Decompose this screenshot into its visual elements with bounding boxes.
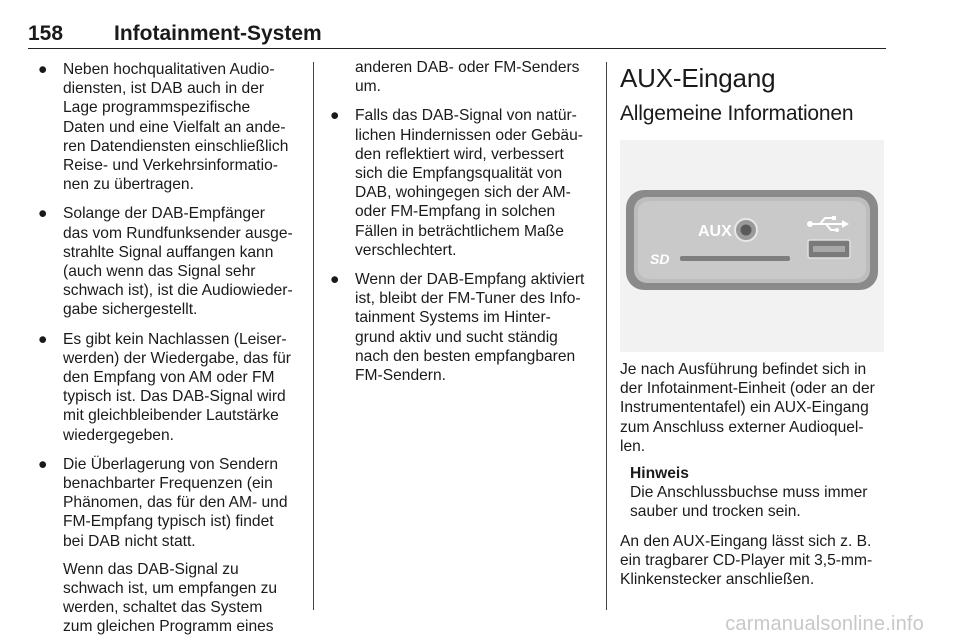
text-line: ein tragbarer CD-Player mit 3,5-mm- <box>620 551 873 569</box>
chapter-title: Infotainment-System <box>114 22 322 45</box>
list-item-text <box>63 204 300 319</box>
paragraph <box>620 532 888 590</box>
text-line: mit gleichbleibender Lautstärke <box>63 407 279 425</box>
text-line: Falls das DAB-Signal von natür- <box>355 107 577 125</box>
text-line: zum Anschluss externer Audioquel- <box>620 418 864 436</box>
text-line: nen zu übertragen. <box>63 176 194 194</box>
text-line: Die Überlagerung von Sendern <box>63 455 278 473</box>
text-line: oder FM-Empfang in solchen <box>355 203 556 221</box>
text-line: An den AUX-Eingang lässt sich z. B. <box>620 532 872 550</box>
text-line: gabe sichergestellt. <box>63 301 198 319</box>
text-line: strahlte Signal auffangen kann <box>63 243 274 261</box>
column-right <box>620 60 888 589</box>
text-line: der Infotainment-Einheit (oder an der <box>620 380 875 398</box>
text-line: sauber und trocken sein. <box>630 503 801 521</box>
text-line: Lage programmspezifische <box>63 99 251 117</box>
text-line: DAB, wohingegen sich der AM- <box>355 184 571 202</box>
text-line: anderen DAB- oder FM-Senders <box>355 59 580 76</box>
bullet-dot: ● <box>330 107 340 125</box>
text-line: Klinkenstecker anschließen. <box>620 571 815 589</box>
text-line: den reflektiert wird, verbessert <box>355 145 564 163</box>
list-item-text <box>355 106 594 260</box>
text-line: Fällen in beträchtlichem Maße <box>355 222 564 240</box>
text-line: Reise- und Verkehrsinformatio- <box>63 157 278 175</box>
usb-port <box>808 240 850 258</box>
text-line: Daten und eine Vielfalt an ande- <box>63 118 286 136</box>
column-middle <box>330 60 594 395</box>
column-left <box>38 60 300 637</box>
list-item <box>330 106 594 260</box>
list-item <box>38 330 300 445</box>
sd-label: SD <box>650 251 670 267</box>
text-line: schwach ist), ist die Audiowieder- <box>63 282 293 300</box>
bullet-dot: ● <box>38 61 48 78</box>
list-item-text <box>63 455 300 551</box>
text-line: zum gleichen Programm eines <box>63 618 274 636</box>
bullet-dot: ● <box>38 455 48 473</box>
text-line: bei DAB nicht statt. <box>63 532 196 550</box>
list-item-text <box>355 270 594 385</box>
text-line: verschlechtert. <box>355 241 457 259</box>
watermark: carmanualsonline.info <box>725 613 924 635</box>
text-line: Neben hochqualitativen Audio- <box>63 61 275 78</box>
list-item <box>330 270 594 385</box>
text-line: Die Anschlussbuchse muss immer <box>630 484 868 502</box>
column-divider <box>606 62 607 610</box>
text-line: Wenn das DAB-Signal zu <box>63 560 239 578</box>
bullet-dot: ● <box>330 271 340 289</box>
text-line: werden, schaltet das System <box>63 599 263 617</box>
text-line: tainment Systems im Hinter- <box>355 309 551 327</box>
aux-panel-illustration <box>620 140 884 352</box>
text-line: ren Datendiensten einschließlich <box>63 137 289 155</box>
list-item-text <box>63 60 300 194</box>
text-line: Es gibt kein Nachlassen (Leiser- <box>63 330 287 348</box>
column-divider <box>313 62 314 610</box>
text-line: werden) der Wiedergabe, das für <box>63 349 291 367</box>
list-item <box>38 455 300 551</box>
aux-label: AUX <box>698 223 732 240</box>
text-line: FM-Empfang typisch ist) findet <box>63 513 274 531</box>
text-line: ist, bleibt der FM-Tuner des Info- <box>355 290 581 308</box>
text-line: len. <box>620 437 646 455</box>
followup-paragraph <box>38 560 300 637</box>
list-item <box>38 60 300 194</box>
text-line: Je nach Ausführung befindet sich in <box>620 361 867 378</box>
section-title: AUX-Eingang <box>620 63 776 93</box>
text-line: Solange der DAB-Empfänger <box>63 205 265 223</box>
sd-card-slot <box>680 256 790 261</box>
subsection-title: Allgemeine Informationen <box>620 102 854 125</box>
note-box <box>620 464 888 522</box>
list-item-text <box>63 330 300 445</box>
text-line: Instrumententafel) ein AUX-Eingang <box>620 399 869 417</box>
list-item <box>38 204 300 319</box>
text-line: lichen Hindernissen oder Gebäu- <box>355 126 583 144</box>
text-line: diensten, ist DAB auch in der <box>63 80 265 98</box>
text-line: das vom Rundfunksender ausge- <box>63 224 293 242</box>
text-line: Wenn der DAB-Empfang aktiviert <box>355 271 585 289</box>
text-line: schwach ist, um empfangen zu <box>63 580 278 598</box>
aux-jack-icon <box>735 219 757 241</box>
text-line: sich die Empfangsqualität von <box>355 165 563 183</box>
paragraph <box>620 360 888 456</box>
text-line: grund aktiv und sucht ständig <box>355 328 558 346</box>
text-line: wiedergegeben. <box>63 426 174 444</box>
text-line: benachbarter Frequenzen (ein <box>63 475 273 493</box>
continued-paragraph <box>330 58 594 96</box>
page-number: 158 <box>28 22 64 45</box>
note-title: Hinweis <box>630 465 689 483</box>
text-line: den Empfang von AM oder FM <box>63 369 275 387</box>
bullet-dot: ● <box>38 330 48 348</box>
text-line: um. <box>355 78 381 96</box>
bullet-dot: ● <box>38 205 48 223</box>
text-line: FM-Sendern. <box>355 367 446 385</box>
text-line: nach den besten empfangbaren <box>355 347 576 365</box>
aux-port-figure <box>620 140 884 352</box>
bullet-list <box>330 106 594 385</box>
bullet-list <box>38 60 300 551</box>
text-line: typisch ist. Das DAB-Signal wird <box>63 388 286 406</box>
text-line: (auch wenn das Signal sehr <box>63 263 256 281</box>
page-header <box>28 22 886 49</box>
text-line: Phänomen, das für den AM- und <box>63 494 288 512</box>
